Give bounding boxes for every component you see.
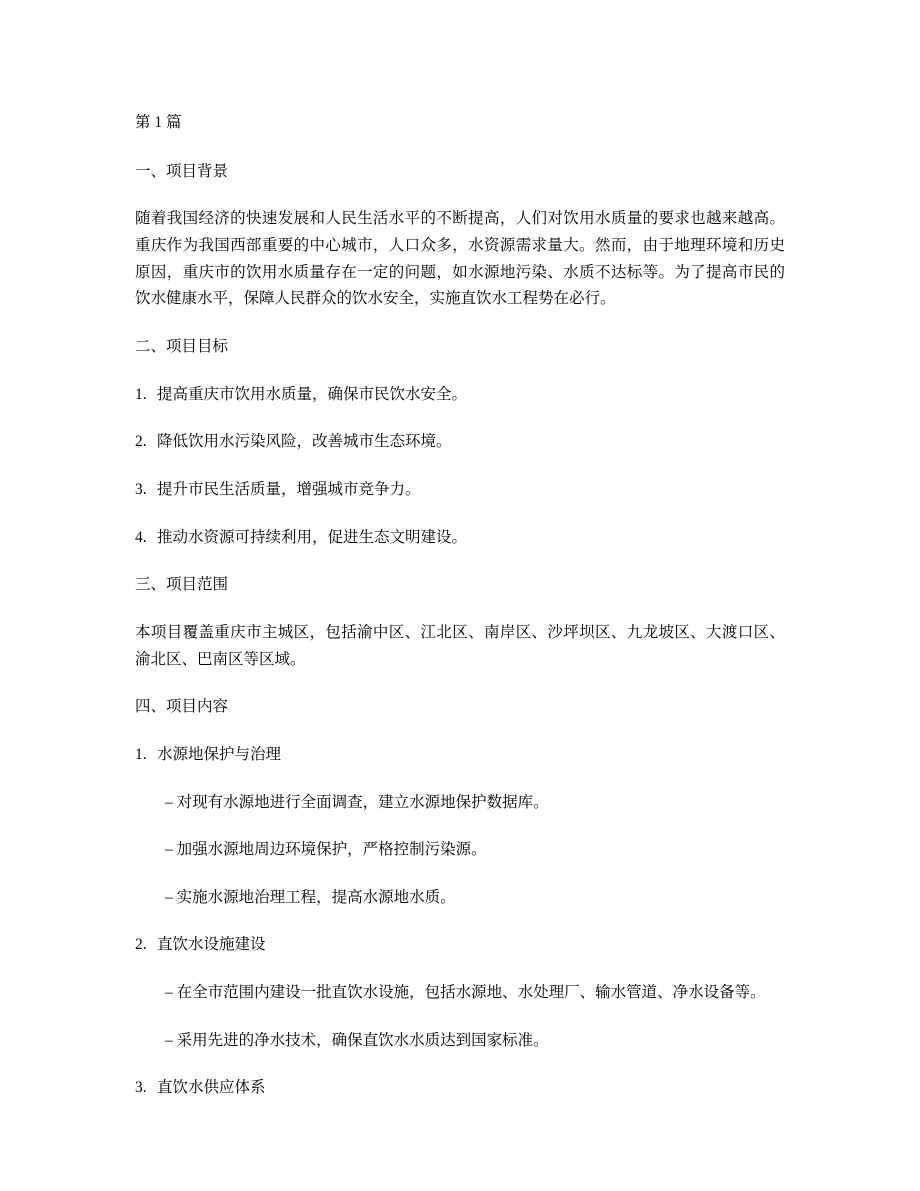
list-item — [135, 477, 785, 504]
document-body — [135, 110, 785, 1102]
paragraph-project-scope: 本项目覆盖重庆市主城区，包括渝中区、江北区、南岸区、沙坪坝区、九龙坡区、大渡口区、渝北区、巴南区等区域。 — [135, 623, 785, 668]
list-item-number: 2. — [135, 433, 147, 451]
list-item — [135, 1075, 785, 1102]
list-item — [135, 382, 785, 409]
heading-project-scope: 三、项目范围 — [135, 576, 229, 594]
list-item-text: 水源地保护与治理 — [157, 745, 282, 763]
list-item-number: 4. — [135, 528, 147, 546]
heading-project-content: 四、项目内容 — [135, 698, 229, 716]
sub-list-item: – 在全市范围内建设一批直饮水设施，包括水源地、水处理厂、输水管道、净水设备等。 — [165, 984, 766, 1002]
heading-project-background: 一、项目背景 — [135, 162, 229, 180]
paragraph-project-background: 随着我国经济的快速发展和人民生活水平的不断提高，人们对饮用水质量的要求也越来越高。重庆作为我国西部重要的中心城市，人口众多，水资源需求量大。然而，由于地理环境和历史原因，重庆市的饮用水质量存在一定的问题，如水源地污染、水质不达标等。为了提高市民的饮水健康水平，保障人民群众的饮水安全，实施直饮水工程势在必行。 — [135, 210, 785, 308]
sub-list-item: – 对现有水源地进行全面调查，建立水源地保护数据库。 — [165, 793, 549, 811]
list-item — [135, 742, 785, 769]
list-item — [135, 429, 785, 456]
list-item-number: 3. — [135, 480, 147, 498]
list-item-text: 直饮水供应体系 — [157, 1079, 266, 1097]
list-item-number: 1. — [135, 745, 147, 763]
list-item-text: 提升市民生活质量，增强城市竞争力。 — [157, 480, 421, 498]
sub-list-item: – 实施水源地治理工程，提高水源地水质。 — [165, 888, 456, 906]
list-item-number: 3. — [135, 1079, 147, 1097]
list-item-number: 2. — [135, 936, 147, 954]
section-label: 第 1 篇 — [135, 114, 182, 131]
heading-project-objectives: 二、项目目标 — [135, 337, 229, 355]
list-item-number: 1. — [135, 385, 147, 403]
sub-list-item: – 采用先进的净水技术，确保直饮水水质达到国家标准。 — [165, 1031, 549, 1049]
list-item — [135, 525, 785, 552]
list-item-text: 直饮水设施建设 — [157, 936, 266, 954]
list-item-text: 降低饮用水污染风险，改善城市生态环境。 — [157, 433, 452, 451]
list-item-text: 推动水资源可持续利用，促进生态文明建设。 — [157, 528, 468, 546]
list-item-text: 提高重庆市饮用水质量，确保市民饮水安全。 — [157, 385, 468, 403]
list-item — [135, 932, 785, 959]
sub-list-item: – 加强水源地周边环境保护，严格控制污染源。 — [165, 841, 487, 859]
